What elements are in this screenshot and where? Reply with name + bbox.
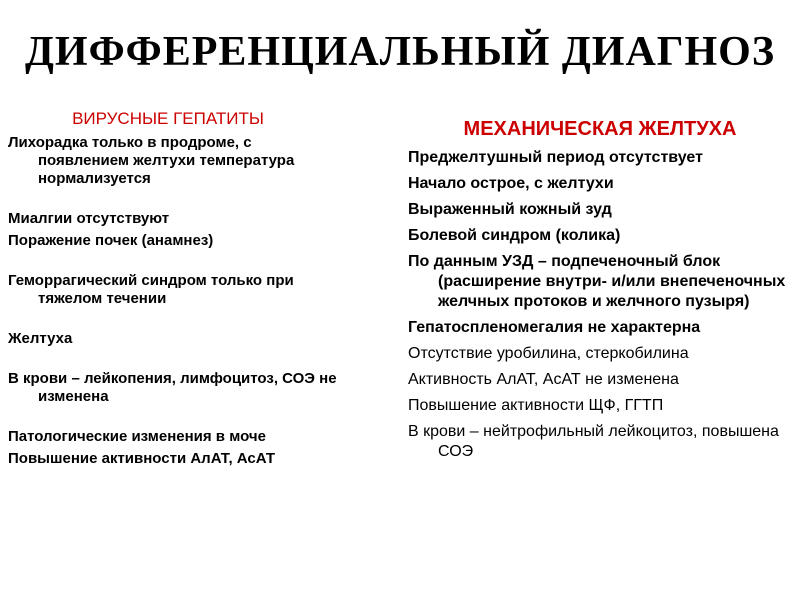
left-list-item: Поражение почек (анамнез) [8,232,214,249]
right-list-item: Повышение активности ЩФ, ГГТП [408,397,664,414]
right-list-item: Отсутствие уробилина, стеркобилина [408,345,689,362]
right-list-item: В крови – нейтрофильный лейкоцитоз, повышена СОЭ [408,423,779,460]
right-column-heading: МЕХАНИЧЕСКАЯ ЖЕЛТУХА [463,118,737,140]
left-column-heading: ВИРУСНЫЕ ГЕПАТИТЫ [72,109,264,128]
right-list-item: Начало острое, с желтухи [408,175,614,192]
left-list-item: Повышение активности АлАТ, АсАТ [8,450,276,467]
right-list-item: Активность АлАТ, АсАТ не изменена [408,371,679,388]
right-column-list [408,148,792,462]
right-list-item: Выраженный кожный зуд [408,201,612,218]
left-list-item: Лихорадка только в продроме, с появлением желтухи температура нормализуется [8,134,295,187]
left-list-item: Патологические изменения в моче [8,428,266,445]
right-list-item: По данным УЗД – подпеченочный блок (расширение внутри- и/или внепеченочных желчных протоков и желчного пузыря) [408,253,786,310]
left-column-viral-hepatitis [8,108,338,472]
right-list-item: Гепатоспленомегалия не характерна [408,319,701,336]
left-column-list [8,134,338,468]
left-list-item: Миалгии отсутствуют [8,210,170,227]
left-list-item: Геморрагический синдром только при тяжелом течении [8,272,294,307]
left-list-item: В крови – лейкопения, лимфоцитоз, СОЭ не изменена [8,370,337,405]
right-list-item: Преджелтушный период отсутствует [408,149,703,166]
right-list-item: Болевой синдром (колика) [408,227,621,244]
right-column-mechanical-jaundice [408,116,792,468]
slide-title: ДИФФЕРЕНЦИАЛЬНЫЙ ДИАГНОЗ [25,29,775,75]
left-list-item: Желтуха [8,330,73,347]
